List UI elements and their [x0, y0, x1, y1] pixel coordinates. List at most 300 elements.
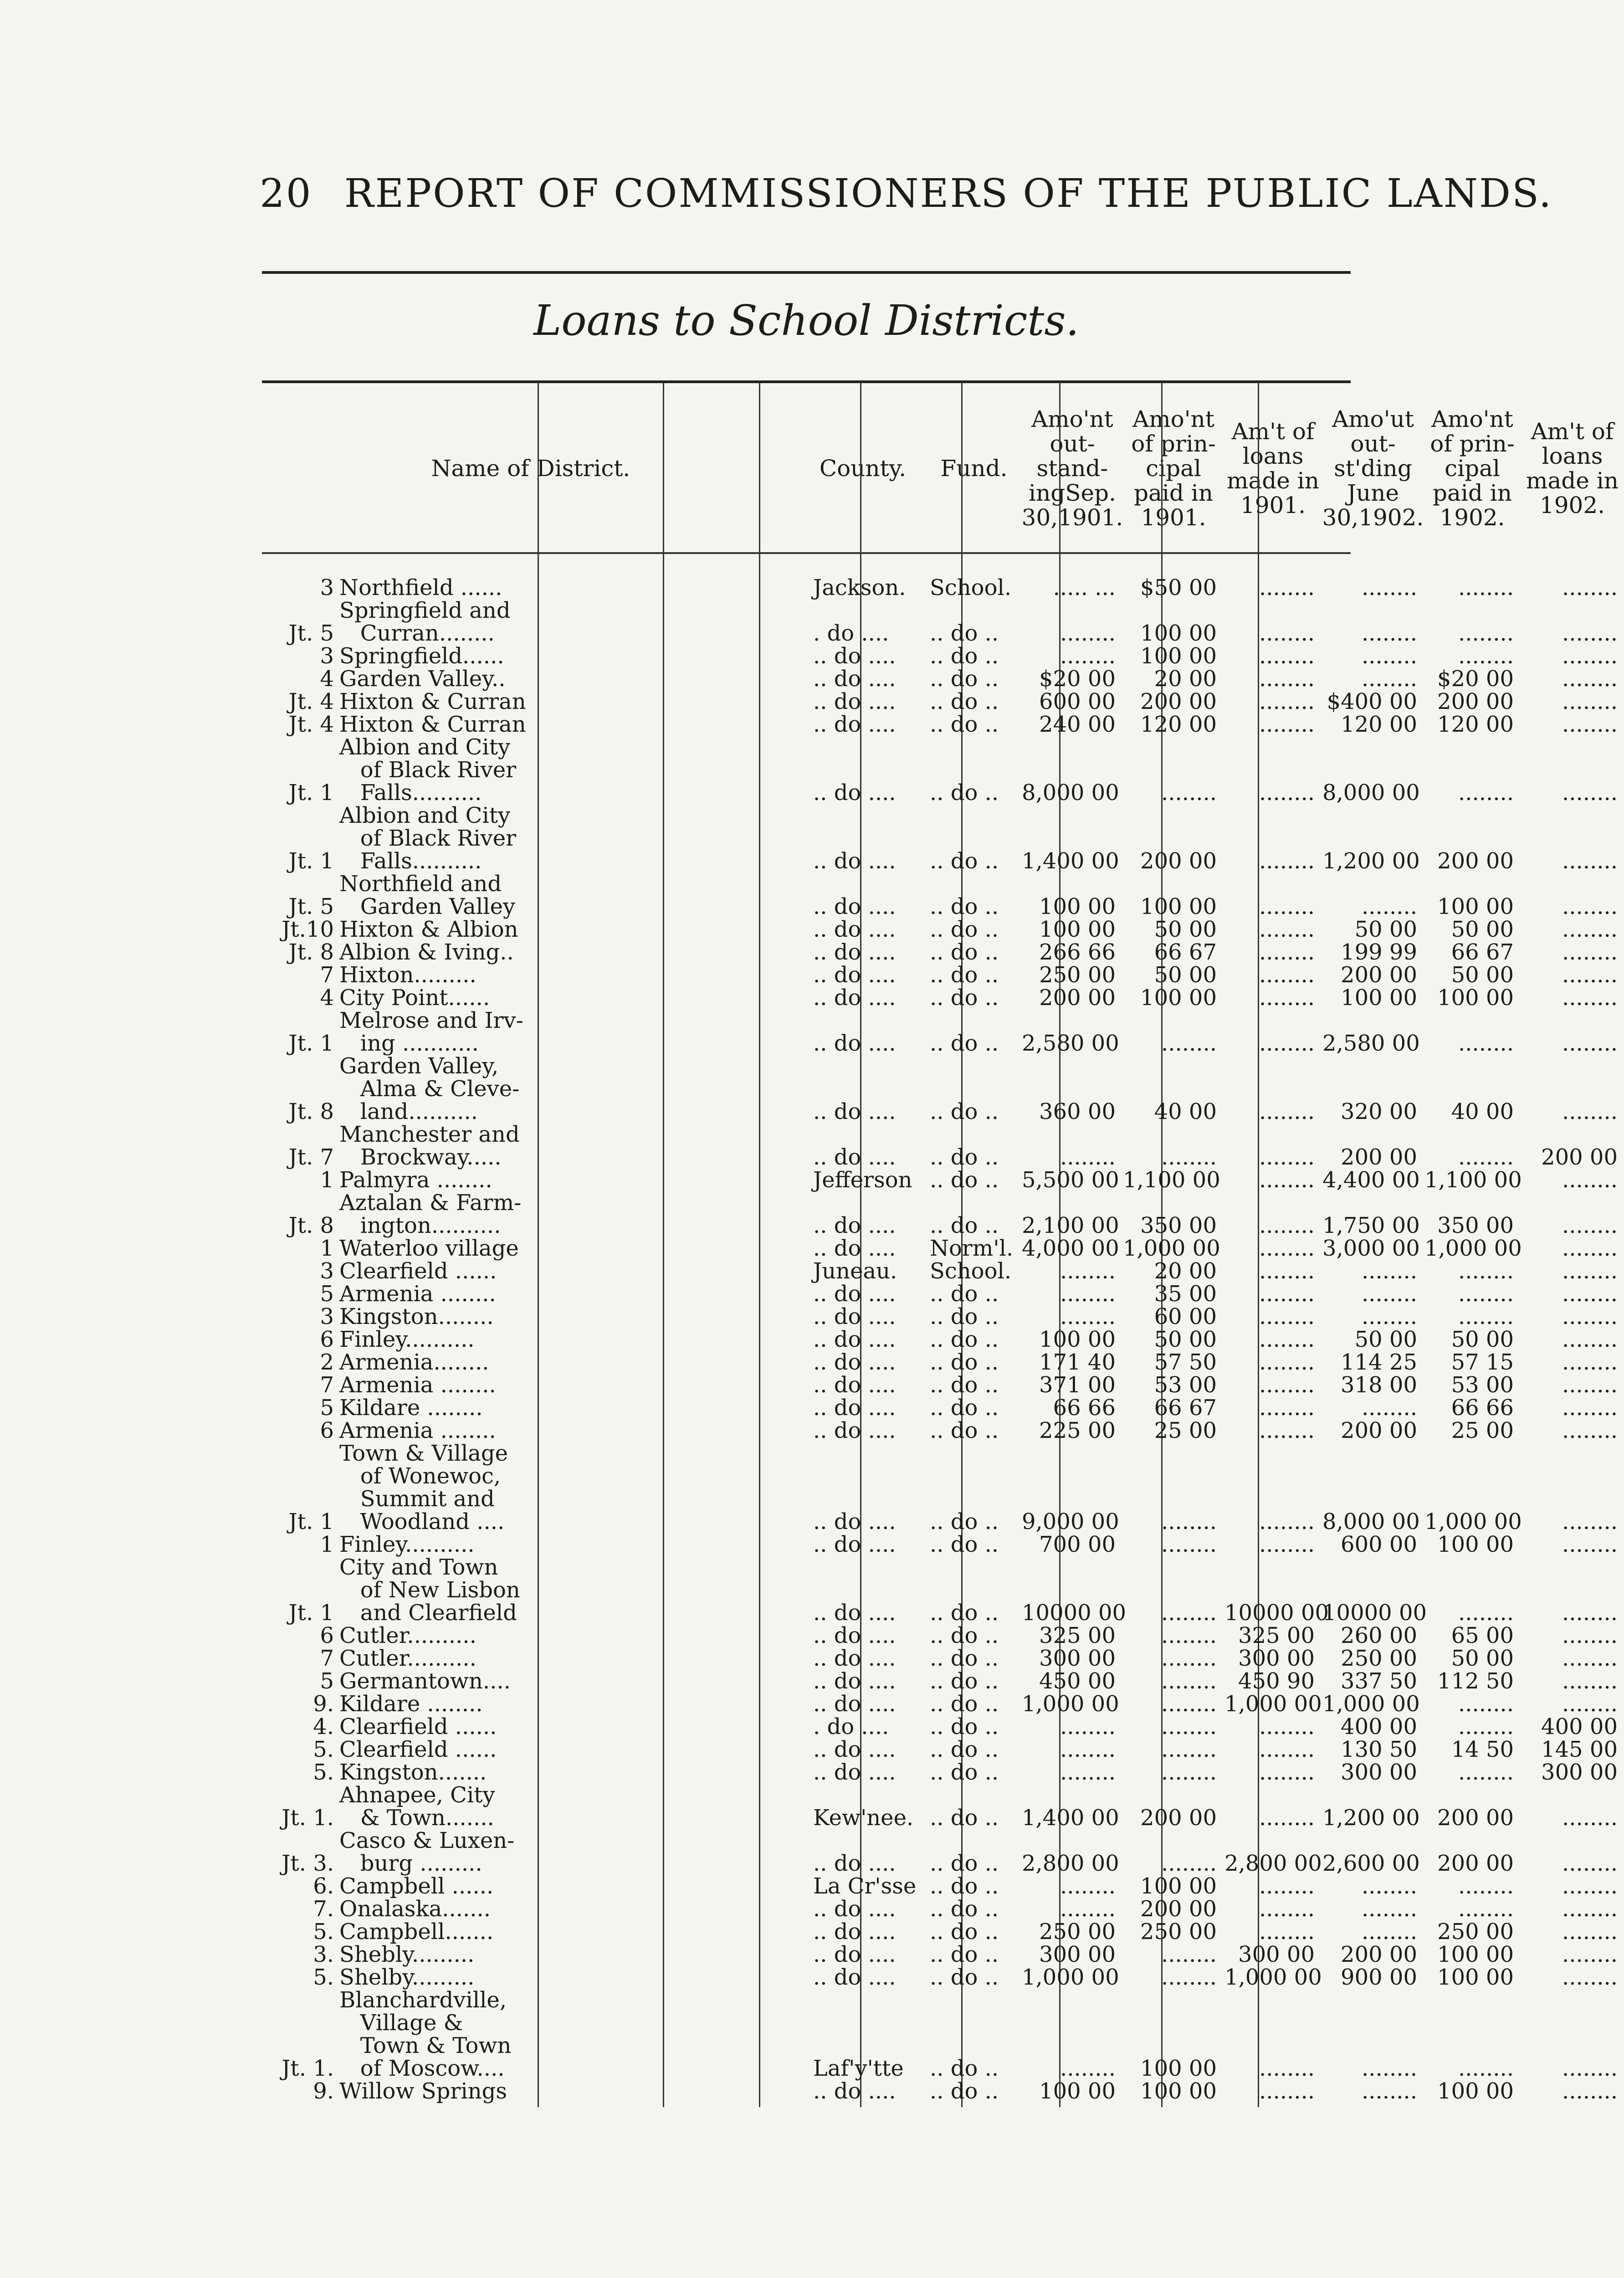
loans-1901-cell: ........ [1259, 1896, 1315, 1922]
loans-1901-cell: ........ [1259, 1714, 1315, 1739]
principal-1902-cell: 100 00 [1437, 894, 1514, 919]
outstanding-1902-cell: ........ [1361, 1395, 1417, 1421]
outstanding-1902-cell: 1,200 00 [1322, 848, 1420, 874]
outstanding-1902-cell: 600 00 [1341, 1532, 1417, 1557]
district-number: Jt. 8 [288, 939, 334, 965]
principal-1902-cell: ........ [1458, 1031, 1514, 1056]
loans-1901-cell: 300 00 [1238, 1646, 1315, 1671]
loans-1902-cell: ........ [1562, 1167, 1618, 1193]
outstanding-1901-cell: 300 00 [1039, 1942, 1116, 1967]
principal-1901-cell: 100 00 [1140, 894, 1217, 919]
fund-cell: .. do .. [930, 1646, 999, 1671]
table-row [262, 689, 1618, 714]
loans-1902-cell: ........ [1562, 1509, 1618, 1534]
county-cell: .. do .... [813, 1623, 896, 1648]
outstanding-1902-cell: 1,200 00 [1322, 1805, 1420, 1831]
county-cell: .. do .... [813, 1896, 896, 1922]
outstanding-1902-cell: ........ [1361, 575, 1417, 600]
loans-1902-cell: ........ [1562, 1395, 1618, 1421]
district-name: Clearfield ...... [339, 1737, 497, 1762]
district-number: 6. [313, 1873, 334, 1899]
district-number: 5 [320, 1395, 334, 1421]
principal-1901-cell: 40 00 [1154, 1099, 1217, 1124]
running-header [260, 171, 1553, 216]
outstanding-1901-cell: ..... ... [1053, 575, 1116, 600]
principal-1901-cell: ........ [1161, 1714, 1217, 1739]
loans-1901-cell: ........ [1259, 1167, 1315, 1193]
district-number: 4 [320, 666, 334, 692]
loans-1902-cell: ........ [1562, 1258, 1618, 1284]
table-row [262, 1167, 1618, 1193]
principal-1901-cell: 200 00 [1140, 1896, 1217, 1922]
district-number: 6 [320, 1623, 334, 1648]
district-name: Onalaska....... [339, 1896, 491, 1922]
fund-cell: .. do .. [930, 1851, 999, 1876]
district-name: Albion and City of Black River Falls.......... [339, 803, 517, 874]
loans-1902-cell: 200 00 [1541, 1144, 1618, 1170]
loans-1902-cell: ........ [1562, 621, 1618, 646]
fund-cell: .. do .. [930, 962, 999, 988]
principal-1901-cell: 200 00 [1140, 689, 1217, 714]
principal-1901-cell: ........ [1161, 1646, 1217, 1671]
principal-1901-cell: 1,100 00 [1123, 1167, 1220, 1193]
col-header-county: County. [819, 455, 907, 482]
fund-cell: .. do .. [930, 1509, 999, 1534]
fund-cell: .. do .. [930, 1691, 999, 1717]
outstanding-1902-cell: ........ [1361, 643, 1417, 669]
county-cell: .. do .... [813, 939, 896, 965]
loans-1902-cell: ........ [1562, 1851, 1618, 1876]
loans-1901-cell: ........ [1259, 894, 1315, 919]
outstanding-1902-cell: 200 00 [1341, 962, 1417, 988]
outstanding-1902-cell: 8,000 00 [1322, 1509, 1420, 1534]
outstanding-1901-cell: ........ [1060, 1760, 1116, 1785]
district-name: Aztalan & Farm- ington.......... [339, 1190, 522, 1238]
outstanding-1902-cell: ........ [1361, 1304, 1417, 1329]
loans-1902-cell: ........ [1562, 1213, 1618, 1238]
loans-1902-cell: ........ [1562, 1031, 1618, 1056]
loans-1902-cell: ........ [1562, 1805, 1618, 1831]
table-row [262, 575, 1618, 600]
county-cell: .. do .... [813, 917, 896, 942]
loans-1901-cell: ........ [1259, 575, 1315, 600]
outstanding-1902-cell: 199 99 [1341, 939, 1417, 965]
loans-1901-cell: ........ [1259, 1873, 1315, 1899]
county-cell: .. do .... [813, 666, 896, 692]
outstanding-1901-cell: 8,000 00 [1022, 780, 1119, 806]
principal-1901-cell: 1,000 00 [1123, 1236, 1220, 1261]
county-cell: .. do .... [813, 1668, 896, 1694]
table-row [262, 1281, 1618, 1307]
county-cell: .. do .... [813, 1099, 896, 1124]
outstanding-1901-cell: $20 00 [1039, 666, 1116, 692]
district-number: 6 [320, 1327, 334, 1352]
principal-1902-cell: 112 50 [1437, 1668, 1514, 1694]
loans-1901-cell: ........ [1259, 712, 1315, 737]
outstanding-1901-cell: 1,000 00 [1022, 1965, 1119, 1990]
loans-1901-cell: ........ [1259, 1919, 1315, 1945]
principal-1902-cell: 100 00 [1437, 1965, 1514, 1990]
county-cell: .. do .... [813, 1304, 896, 1329]
fund-cell: .. do .. [930, 1395, 999, 1421]
fund-cell: .. do .. [930, 1213, 999, 1238]
table-header [262, 383, 1619, 554]
county-cell: .. do .... [813, 1395, 896, 1421]
county-cell: Jefferson [813, 1167, 912, 1193]
county-cell: .. do .... [813, 1737, 896, 1762]
outstanding-1901-cell: 4,000 00 [1022, 1236, 1119, 1261]
district-name: Kildare ........ [339, 1691, 483, 1717]
loans-1902-cell: ........ [1562, 1965, 1618, 1990]
outstanding-1901-cell: 2,580 00 [1022, 1031, 1119, 1056]
district-name: Clearfield ...... [339, 1714, 497, 1739]
principal-1901-cell: $50 00 [1140, 575, 1217, 600]
district-number: 4. [313, 1714, 334, 1739]
fund-cell: .. do .. [930, 780, 999, 806]
district-number: Jt. 4 [288, 689, 334, 714]
table-row [262, 1349, 1618, 1375]
loans-1902-cell: ........ [1562, 1646, 1618, 1671]
district-name: Melrose and Irv- ing ........... [339, 1008, 523, 1056]
loans-1901-cell: ........ [1259, 2078, 1315, 2104]
principal-1901-cell: 60 00 [1154, 1304, 1217, 1329]
outstanding-1902-cell: ........ [1361, 1919, 1417, 1945]
district-number: Jt. 1 [288, 1600, 334, 1626]
table-row [262, 1053, 1618, 1124]
outstanding-1902-cell: ........ [1361, 1896, 1417, 1922]
outstanding-1901-cell: ........ [1060, 2056, 1116, 2081]
principal-1902-cell: 57 15 [1451, 1349, 1514, 1375]
district-number: 4 [320, 985, 334, 1011]
outstanding-1902-cell: ........ [1361, 1873, 1417, 1899]
county-cell: .. do .... [813, 1646, 896, 1671]
fund-cell: .. do .. [930, 2056, 999, 2081]
fund-cell: .. do .. [930, 1304, 999, 1329]
loans-1902-cell: ........ [1562, 1668, 1618, 1694]
county-cell: . do .... [813, 621, 889, 646]
district-name: Garden Valley.. [339, 666, 506, 692]
county-cell: .. do .... [813, 894, 896, 919]
principal-1901-cell: ........ [1161, 1031, 1217, 1056]
district-name: Garden Valley, Alma & Cleve- land.......... [339, 1053, 520, 1124]
fund-cell: .. do .. [930, 1327, 999, 1352]
district-number: 2 [320, 1349, 334, 1375]
loans-1901-cell: ........ [1259, 1213, 1315, 1238]
district-number: 5 [320, 1281, 334, 1307]
district-number: 1 [320, 1167, 334, 1193]
principal-1901-cell: ........ [1161, 780, 1217, 806]
district-name: Finley.......... [339, 1532, 475, 1557]
table-row [262, 1714, 1618, 1739]
table-row [262, 734, 1618, 806]
outstanding-1902-cell: 900 00 [1341, 1965, 1417, 1990]
principal-1902-cell: 50 00 [1451, 962, 1514, 988]
district-number: 7 [320, 1646, 334, 1671]
fund-cell: .. do .. [930, 1623, 999, 1648]
loans-1901-cell: ........ [1259, 962, 1315, 988]
county-cell: .. do .... [813, 1942, 896, 1967]
outstanding-1902-cell: ........ [1361, 2078, 1417, 2104]
table-row [262, 962, 1618, 988]
loans-1902-cell: ........ [1562, 1919, 1618, 1945]
table-row [262, 1418, 1618, 1443]
principal-1901-cell: 53 00 [1154, 1372, 1217, 1398]
table-row [262, 1782, 1618, 1831]
outstanding-1902-cell: 50 00 [1354, 1327, 1417, 1352]
fund-cell: .. do .. [930, 1896, 999, 1922]
principal-1902-cell: 100 00 [1437, 2078, 1514, 2104]
district-number: 3. [313, 1942, 334, 1967]
outstanding-1902-cell: ........ [1361, 894, 1417, 919]
loans-1902-cell: ........ [1562, 1372, 1618, 1398]
loans-1902-cell: ........ [1562, 985, 1618, 1011]
fund-cell: .. do .. [930, 1167, 999, 1193]
district-name: Armenia ........ [339, 1418, 496, 1443]
district-name: City Point...... [339, 985, 490, 1011]
loans-1902-cell: ........ [1562, 939, 1618, 965]
outstanding-1902-cell: 1,000 00 [1322, 1691, 1420, 1717]
loans-1901-cell: ........ [1259, 1418, 1315, 1443]
district-name: City and Town of New Lisbon and Clearfield [339, 1555, 520, 1626]
principal-1901-cell: 250 00 [1140, 1919, 1217, 1945]
fund-cell: .. do .. [930, 1349, 999, 1375]
district-name: Finley.......... [339, 1327, 475, 1352]
principal-1901-cell: ........ [1161, 1737, 1217, 1762]
outstanding-1901-cell: ........ [1060, 1873, 1116, 1899]
district-number: Jt. 8 [288, 1213, 334, 1238]
county-cell: .. do .... [813, 1349, 896, 1375]
outstanding-1901-cell: ........ [1060, 1258, 1116, 1284]
fund-cell: .. do .. [930, 1532, 999, 1557]
principal-1902-cell: ........ [1458, 621, 1514, 646]
county-cell: .. do .... [813, 1236, 896, 1261]
principal-1901-cell: ........ [1161, 1623, 1217, 1648]
outstanding-1901-cell: 100 00 [1039, 1327, 1116, 1352]
loans-1901-cell: ........ [1259, 1304, 1315, 1329]
outstanding-1901-cell: 450 00 [1039, 1668, 1116, 1694]
outstanding-1902-cell: 250 00 [1341, 1646, 1417, 1671]
loans-1902-cell: ........ [1562, 1349, 1618, 1375]
principal-1902-cell: ........ [1458, 1304, 1514, 1329]
district-number: Jt. 1 [288, 780, 334, 806]
principal-1901-cell: 25 00 [1154, 1418, 1217, 1443]
fund-cell: .. do .. [930, 666, 999, 692]
col-header-outstanding-1902: Amo'ut out-st'ding June 30,1902. [1322, 405, 1424, 531]
principal-1902-cell: 100 00 [1437, 1532, 1514, 1557]
district-name: Willow Springs [339, 2078, 507, 2104]
table-row [262, 1942, 1618, 1967]
outstanding-1901-cell: ........ [1060, 643, 1116, 669]
county-cell: .. do .... [813, 1532, 896, 1557]
outstanding-1901-cell: 100 00 [1039, 894, 1116, 919]
table-row [262, 1372, 1618, 1398]
principal-1902-cell: ........ [1458, 1258, 1514, 1284]
principal-1901-cell: 350 00 [1140, 1213, 1217, 1238]
table-row [262, 1236, 1618, 1261]
principal-1901-cell: ........ [1161, 1600, 1217, 1626]
table-row [262, 1532, 1618, 1557]
principal-1902-cell: ........ [1458, 780, 1514, 806]
district-name: Hixton & Albion [339, 917, 518, 942]
outstanding-1901-cell: 171 40 [1039, 1349, 1116, 1375]
principal-1901-cell: ........ [1161, 1965, 1217, 1990]
outstanding-1901-cell: 66 66 [1053, 1395, 1116, 1421]
county-cell: La Cr'sse [813, 1873, 917, 1899]
loans-1902-cell: ........ [1562, 643, 1618, 669]
table-row [262, 1258, 1618, 1284]
loans-1901-cell: ........ [1259, 1258, 1315, 1284]
district-number: 7 [320, 1372, 334, 1398]
outstanding-1901-cell: 240 00 [1039, 712, 1116, 737]
district-number: 5. [313, 1760, 334, 1785]
outstanding-1902-cell: 8,000 00 [1322, 780, 1420, 806]
district-name: Springfield and Curran........ [339, 598, 511, 646]
table-row [262, 1190, 1618, 1238]
fund-cell: .. do .. [930, 1873, 999, 1899]
fund-cell: .. do .. [930, 1760, 999, 1785]
principal-1901-cell: 100 00 [1140, 985, 1217, 1011]
loans-1902-cell: 300 00 [1541, 1760, 1618, 1785]
fund-cell: .. do .. [930, 1668, 999, 1694]
fund-cell: .. do .. [930, 1714, 999, 1739]
loans-1902-cell: ........ [1562, 962, 1618, 988]
outstanding-1901-cell: 266 66 [1039, 939, 1116, 965]
fund-cell: School. [930, 1258, 1012, 1284]
table-row [262, 1965, 1618, 1990]
loans-1902-cell: ........ [1562, 1099, 1618, 1124]
principal-1902-cell: ........ [1458, 1600, 1514, 1626]
principal-1901-cell: 66 67 [1154, 1395, 1217, 1421]
principal-1901-cell: 120 00 [1140, 712, 1217, 737]
fund-cell: .. do .. [930, 1737, 999, 1762]
table-row [262, 1555, 1618, 1626]
fund-cell: .. do .. [930, 848, 999, 874]
principal-1902-cell: 100 00 [1437, 985, 1514, 1011]
county-cell: .. do .... [813, 1919, 896, 1945]
district-name: Albion & Iving.. [339, 939, 514, 965]
district-number: 3 [320, 643, 334, 669]
district-number: Jt. 5 [288, 894, 334, 919]
district-number: 7 [320, 962, 334, 988]
principal-1901-cell: 200 00 [1140, 848, 1217, 874]
district-number: 6 [320, 1418, 334, 1443]
loans-1901-cell: ........ [1259, 917, 1315, 942]
outstanding-1901-cell: ........ [1060, 621, 1116, 646]
loans-1901-cell: ........ [1259, 689, 1315, 714]
principal-1902-cell: 66 67 [1451, 939, 1514, 965]
outstanding-1902-cell: 50 00 [1354, 917, 1417, 942]
district-name: Ahnapee, City & Town....... [339, 1782, 495, 1831]
principal-1902-cell: 1,100 00 [1424, 1167, 1522, 1193]
district-name: Kingston....... [339, 1760, 487, 1785]
loans-1902-cell: ........ [1562, 894, 1618, 919]
loans-1902-cell: ........ [1562, 1532, 1618, 1557]
district-number: Jt. 7 [288, 1144, 334, 1170]
loans-1901-cell: ........ [1259, 985, 1315, 1011]
principal-1901-cell: 20 00 [1154, 1258, 1217, 1284]
district-name: Kildare ........ [339, 1395, 483, 1421]
table-row [262, 803, 1618, 874]
county-cell: .. do .... [813, 1213, 896, 1238]
principal-1902-cell: 120 00 [1437, 712, 1514, 737]
table-row [262, 871, 1618, 919]
fund-cell: .. do .. [930, 643, 999, 669]
fund-cell: .. do .. [930, 1031, 999, 1056]
outstanding-1901-cell: ........ [1060, 1281, 1116, 1307]
loans-1901-cell: ........ [1259, 1031, 1315, 1056]
outstanding-1902-cell: 4,400 00 [1322, 1167, 1420, 1193]
loans-1902-cell: ........ [1562, 1236, 1618, 1261]
table-row [262, 1623, 1618, 1648]
county-cell: Juneau. [813, 1258, 897, 1284]
loans-1901-cell: ........ [1259, 1099, 1315, 1124]
county-cell: .. do .... [813, 1760, 896, 1785]
col-header-fund: Fund. [940, 455, 1008, 482]
fund-cell: .. do .. [930, 2078, 999, 2104]
county-cell: .. do .... [813, 1418, 896, 1443]
table-row [262, 1646, 1618, 1671]
outstanding-1902-cell: ........ [1361, 1281, 1417, 1307]
table-row [262, 643, 1618, 669]
loans-1901-cell: ........ [1259, 848, 1315, 874]
table-row [262, 939, 1618, 965]
page-number: 20 [260, 171, 313, 216]
principal-1902-cell: 350 00 [1437, 1213, 1514, 1238]
principal-1902-cell: 200 00 [1437, 1851, 1514, 1876]
outstanding-1901-cell: 371 00 [1039, 1372, 1116, 1398]
outstanding-1902-cell: 2,600 00 [1322, 1851, 1420, 1876]
district-name: Armenia........ [339, 1349, 489, 1375]
outstanding-1901-cell: 250 00 [1039, 962, 1116, 988]
principal-1902-cell: ........ [1458, 1714, 1514, 1739]
outstanding-1902-cell: 120 00 [1341, 712, 1417, 737]
loans-1901-cell: ........ [1259, 1349, 1315, 1375]
table-row [262, 1441, 1618, 1534]
loans-1901-cell: 300 00 [1238, 1942, 1315, 1967]
outstanding-1901-cell: ........ [1060, 1737, 1116, 1762]
outstanding-1901-cell: 100 00 [1039, 917, 1116, 942]
loans-1902-cell: ........ [1562, 666, 1618, 692]
district-name: Springfield...... [339, 643, 504, 669]
fund-cell: .. do .. [930, 1600, 999, 1626]
county-cell: .. do .... [813, 1031, 896, 1056]
fund-cell: .. do .. [930, 1418, 999, 1443]
outstanding-1901-cell: 600 00 [1039, 689, 1116, 714]
outstanding-1901-cell: ........ [1060, 1304, 1116, 1329]
outstanding-1901-cell: 1,400 00 [1022, 1805, 1119, 1831]
principal-1901-cell: 100 00 [1140, 643, 1217, 669]
table-row [262, 1122, 1618, 1170]
district-number: 3 [320, 1304, 334, 1329]
outstanding-1901-cell: 1,000 00 [1022, 1691, 1119, 1717]
col-header-principal-1901: Amo'nt of prin-cipal paid in 1901. [1131, 405, 1216, 531]
principal-1902-cell: 200 00 [1437, 689, 1514, 714]
loans-1901-cell: ........ [1259, 780, 1315, 806]
table-row [262, 1896, 1618, 1922]
county-cell: Jackson. [813, 575, 906, 600]
principal-1902-cell: ........ [1458, 1144, 1514, 1170]
loans-1902-cell: ........ [1562, 1281, 1618, 1307]
table-row [262, 598, 1618, 646]
loans-1901-cell: ........ [1259, 1236, 1315, 1261]
district-name: Hixton & Curran [339, 689, 526, 714]
district-number: Jt. 1 [288, 1509, 334, 1534]
loans-1902-cell: ........ [1562, 1304, 1618, 1329]
loans-1902-cell: ........ [1562, 2056, 1618, 2081]
outstanding-1902-cell: ........ [1361, 621, 1417, 646]
district-number: 7. [313, 1896, 334, 1922]
col-header-district: Name of District. [431, 455, 630, 482]
